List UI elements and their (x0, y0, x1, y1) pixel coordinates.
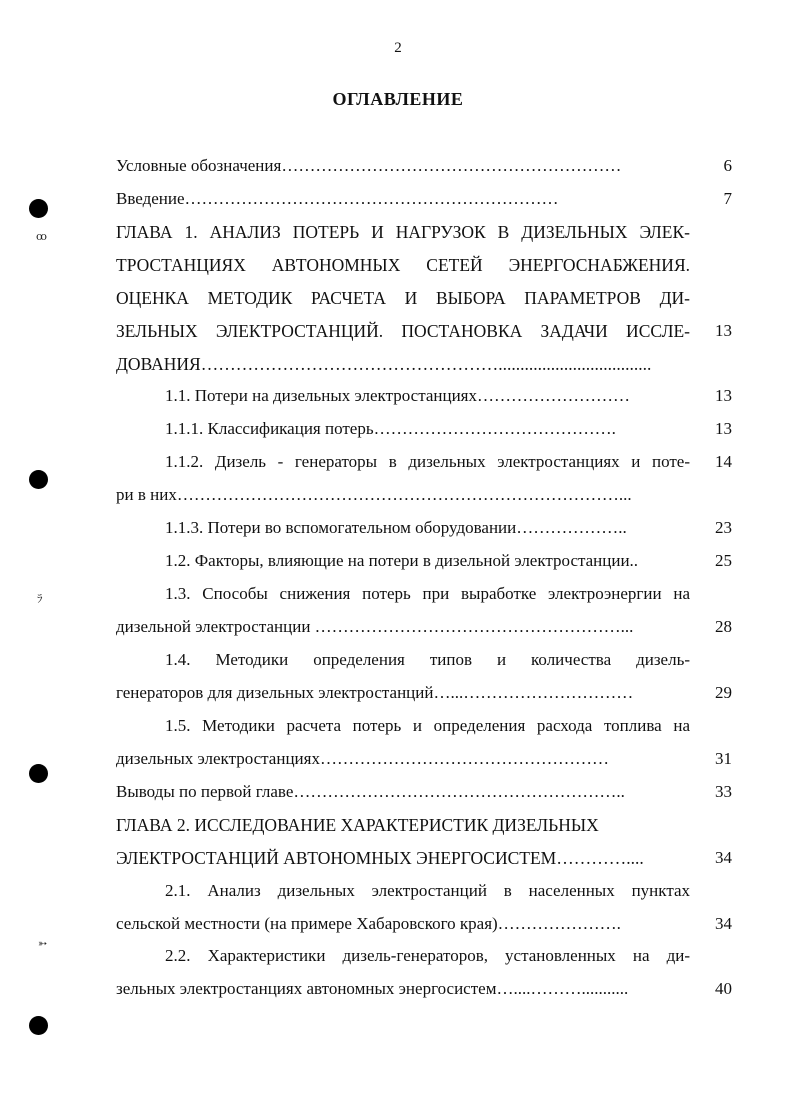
toc-entry-line: 1.5. Методики расчета потерь и определения расхода топлива на (165, 716, 690, 735)
toc-entry-line: генераторов для дизельных электростанций…...………………………… (116, 683, 634, 702)
toc-entry-text: Условные обозначения (116, 156, 282, 175)
toc-page-number: 6 (723, 156, 732, 175)
toc-page-number: 33 (715, 782, 732, 801)
toc-entry-text: 1.1.1. Классификация потерь (165, 419, 374, 438)
toc-entry-line: 1.1.2. Дизель - генераторы в дизельных электростанциях и поте- (165, 452, 690, 471)
toc-page-number: 34 (715, 914, 732, 933)
toc-entry-text: 1.1.3. Потери во вспомогательном оборудовании (165, 518, 517, 537)
toc-entry-text: Введение (116, 189, 185, 208)
toc-page-number: 13 (715, 321, 732, 340)
toc-entry-line (165, 386, 630, 406)
toc-leader-dots: ………………………………………………………… (184, 189, 559, 208)
toc-entry-line: 1.3. Способы снижения потерь при выработке электроэнергии на (165, 584, 690, 603)
toc-entry-line (116, 156, 621, 176)
toc-entry-line (116, 189, 559, 209)
toc-leader-dots: ………………………………………………….. (293, 782, 625, 801)
toc-entry-line: 2.2. Характеристики дизель-генераторов, установленных на ди- (165, 946, 690, 965)
toc-page-number: 14 (715, 452, 732, 471)
scan-mark-icon: ➳ (38, 938, 48, 950)
toc-leader-dots: ……………………………………. (373, 419, 616, 438)
toc-page-number: 34 (715, 848, 732, 867)
toc-entry-line (165, 419, 616, 439)
toc-entry-text: 1.1. Потери на дизельных электростанциях (165, 386, 477, 405)
toc-leader-dots: ……………….. (516, 518, 627, 537)
toc-entry-line: дизельной электростанции ………………………………………………... (116, 617, 634, 636)
toc-entry-line (165, 551, 638, 571)
toc-entry-line (116, 782, 625, 802)
toc-page-number: 31 (715, 749, 732, 768)
toc-entry-text: Выводы по первой главе (116, 782, 294, 801)
toc-page-number: 13 (715, 419, 732, 438)
toc-entry-line: 2.1. Анализ дизельных электростанций в населенных пунктах (165, 881, 690, 900)
scan-mark-icon: ꝏ (36, 231, 47, 243)
toc-entry-line: 1.4. Методики определения типов и количества дизель- (165, 650, 690, 669)
toc-entry-line (165, 518, 627, 538)
binder-hole-icon (29, 1016, 48, 1035)
page-number: 2 (394, 40, 402, 56)
toc-entry-line: зельных электростанциях автономных энергосистем…....………........... (116, 979, 629, 998)
chapter-heading-line: ЭЛЕКТРОСТАНЦИЙ АВТОНОМНЫХ ЭНЕРГОСИСТЕМ………….... (116, 848, 644, 868)
toc-page-number: 29 (715, 683, 732, 702)
binder-hole-icon (29, 470, 48, 489)
chapter-heading-line: ГЛАВА 2. ИССЛЕДОВАНИЕ ХАРАКТЕРИСТИК ДИЗЕЛЬНЫХ (116, 815, 599, 835)
chapter-heading-line: ЗЕЛЬНЫХ ЭЛЕКТРОСТАНЦИЙ. ПОСТАНОВКА ЗАДАЧИ ИССЛЕ- (116, 321, 690, 341)
toc-entry-line: ри в них……………………………………………………………………... (116, 485, 632, 504)
toc-leader-dots: ……………………… (477, 386, 630, 405)
scan-mark-icon: ﾗ (37, 593, 43, 605)
toc-entry-line: сельской местности (на примере Хабаровского края)…………………. (116, 914, 621, 933)
toc-entry-line: дизельных электростанциях…………………………………………… (116, 749, 609, 768)
toc-entry-text: 1.2. Факторы, влияющие на потери в дизельной электростанции.. (165, 551, 639, 570)
chapter-heading-line: ОЦЕНКА МЕТОДИК РАСЧЕТА И ВЫБОРА ПАРАМЕТРОВ ДИ- (116, 288, 690, 308)
chapter-heading-line: ГЛАВА 1. АНАЛИЗ ПОТЕРЬ И НАГРУЗОК В ДИЗЕЛЬНЫХ ЭЛЕК- (116, 222, 690, 242)
toc-page-number: 13 (715, 386, 732, 405)
toc-leader-dots: …………………………………………………… (281, 156, 622, 175)
binder-hole-icon (29, 764, 48, 783)
toc-page-number: 7 (723, 189, 732, 208)
binder-hole-icon (29, 199, 48, 218)
toc-page-number: 25 (715, 551, 732, 570)
chapter-heading-line: ДОВАНИЯ……………………………………………................................... (116, 354, 652, 374)
toc-page-number: 40 (715, 979, 732, 998)
toc-page-number: 23 (715, 518, 732, 537)
toc-page-number: 28 (715, 617, 732, 636)
chapter-heading-line: ТРОСТАНЦИЯХ АВТОНОМНЫХ СЕТЕЙ ЭНЕРГОСНАБЖЕНИЯ. (116, 255, 690, 275)
page-title: ОГЛАВЛЕНИЕ (332, 89, 464, 109)
